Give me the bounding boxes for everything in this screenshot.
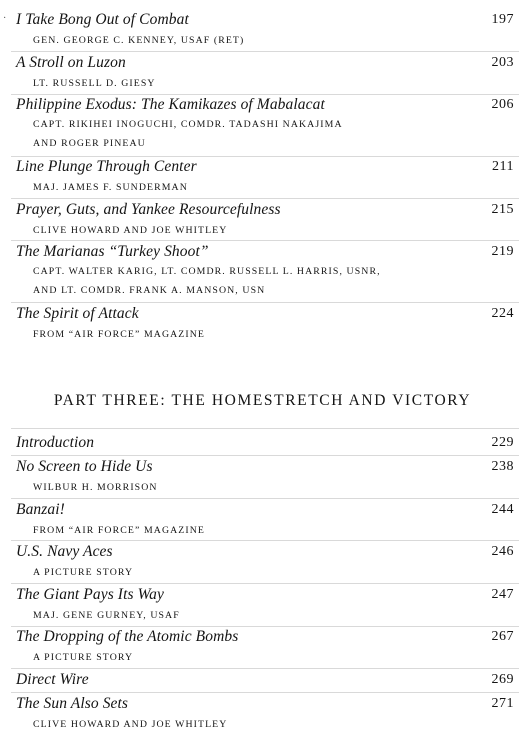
- toc-entry: [16, 433, 516, 453]
- entry-title: The Dropping of the Atomic Bombs: [16, 628, 239, 645]
- entry-author: FROM “AIR FORCE” MAGAZINE: [33, 329, 206, 340]
- toc-entry: [16, 694, 516, 736]
- entry-title: Introduction: [16, 434, 95, 451]
- entry-author: AND ROGER PINEAU: [33, 138, 146, 149]
- entry-author: CAPT. WALTER KARIG, LT. COMDR. RUSSELL L. HARRIS, USNR,: [33, 266, 381, 277]
- entry-author: LT. RUSSELL D. GIESY: [33, 78, 156, 89]
- entry-title: Direct Wire: [16, 671, 89, 688]
- entry-title: The Spirit of Attack: [16, 305, 139, 322]
- entry-page-number: 247: [491, 587, 514, 602]
- toc-entry: [16, 627, 516, 669]
- entry-page-number: 267: [491, 629, 514, 644]
- toc-entry: [16, 585, 516, 627]
- toc-entry: [16, 242, 516, 300]
- toc-entry: [16, 200, 516, 242]
- toc-entry: [16, 53, 516, 95]
- entry-author: GEN. GEORGE C. KENNEY, USAF (RET): [33, 35, 245, 46]
- entry-page-number: 246: [491, 544, 514, 559]
- entry-author: MAJ. GENE GURNEY, USAF: [33, 610, 180, 621]
- entry-author: CLIVE HOWARD AND JOE WHITLEY: [33, 225, 228, 236]
- divider: [11, 498, 519, 499]
- entry-page-number: 229: [491, 435, 514, 450]
- entry-author: AND LT. COMDR. FRANK A. MANSON, USN: [33, 285, 266, 296]
- divider: [11, 428, 519, 429]
- entry-title: Prayer, Guts, and Yankee Resourcefulness: [16, 201, 281, 218]
- divider: [11, 455, 519, 456]
- entry-page-number: 197: [491, 12, 514, 27]
- toc-entry: [16, 304, 516, 346]
- toc-entry: [16, 670, 516, 690]
- divider: [11, 302, 519, 303]
- entry-page-number: 203: [491, 55, 514, 70]
- entry-title: The Marianas “Turkey Shoot”: [16, 243, 209, 260]
- entry-title: The Sun Also Sets: [16, 695, 129, 712]
- entry-page-number: 206: [491, 97, 514, 112]
- toc-entry: [16, 457, 516, 499]
- divider: [11, 198, 519, 199]
- divider: [11, 692, 519, 693]
- entry-title: Line Plunge Through Center: [16, 158, 197, 175]
- entry-page-number: 219: [491, 244, 514, 259]
- entry-author: CAPT. RIKIHEI INOGUCHI, COMDR. TADASHI NAKAJIMA: [33, 119, 343, 130]
- entry-title: No Screen to Hide Us: [16, 458, 153, 475]
- margin-tick: ·: [3, 13, 7, 24]
- toc-entry: [16, 157, 516, 199]
- divider: [11, 240, 519, 241]
- toc-entry: [16, 500, 516, 542]
- entry-author: FROM “AIR FORCE” MAGAZINE: [33, 525, 206, 536]
- entry-title: I Take Bong Out of Combat: [16, 11, 189, 28]
- entry-author: A PICTURE STORY: [33, 652, 134, 663]
- toc-entry: [16, 542, 516, 584]
- divider: [11, 583, 519, 584]
- entry-title: Banzai!: [16, 501, 65, 518]
- entry-author: MAJ. JAMES F. SUNDERMAN: [33, 182, 188, 193]
- divider: [11, 668, 519, 669]
- entry-author: WILBUR H. MORRISON: [33, 482, 158, 493]
- entry-page-number: 244: [491, 502, 514, 517]
- entry-title: The Giant Pays Its Way: [16, 586, 165, 603]
- entry-page-number: 238: [491, 459, 514, 474]
- toc-entry: [16, 95, 516, 153]
- part-heading: PART THREE: THE HOMESTRETCH AND VICTORY: [53, 392, 472, 409]
- divider: [11, 51, 519, 52]
- entry-title: A Stroll on Luzon: [16, 54, 126, 71]
- entry-page-number: 224: [491, 306, 514, 321]
- toc-entry: [16, 10, 516, 52]
- entry-page-number: 271: [491, 696, 514, 711]
- entry-page-number: 269: [491, 672, 514, 687]
- entry-author: CLIVE HOWARD AND JOE WHITLEY: [33, 719, 228, 730]
- entry-page-number: 211: [492, 159, 514, 174]
- divider: [11, 540, 519, 541]
- entry-title: Philippine Exodus: The Kamikazes of Mabalacat: [16, 96, 325, 113]
- entry-title: U.S. Navy Aces: [16, 543, 113, 560]
- entry-page-number: 215: [491, 202, 514, 217]
- entry-author: A PICTURE STORY: [33, 567, 134, 578]
